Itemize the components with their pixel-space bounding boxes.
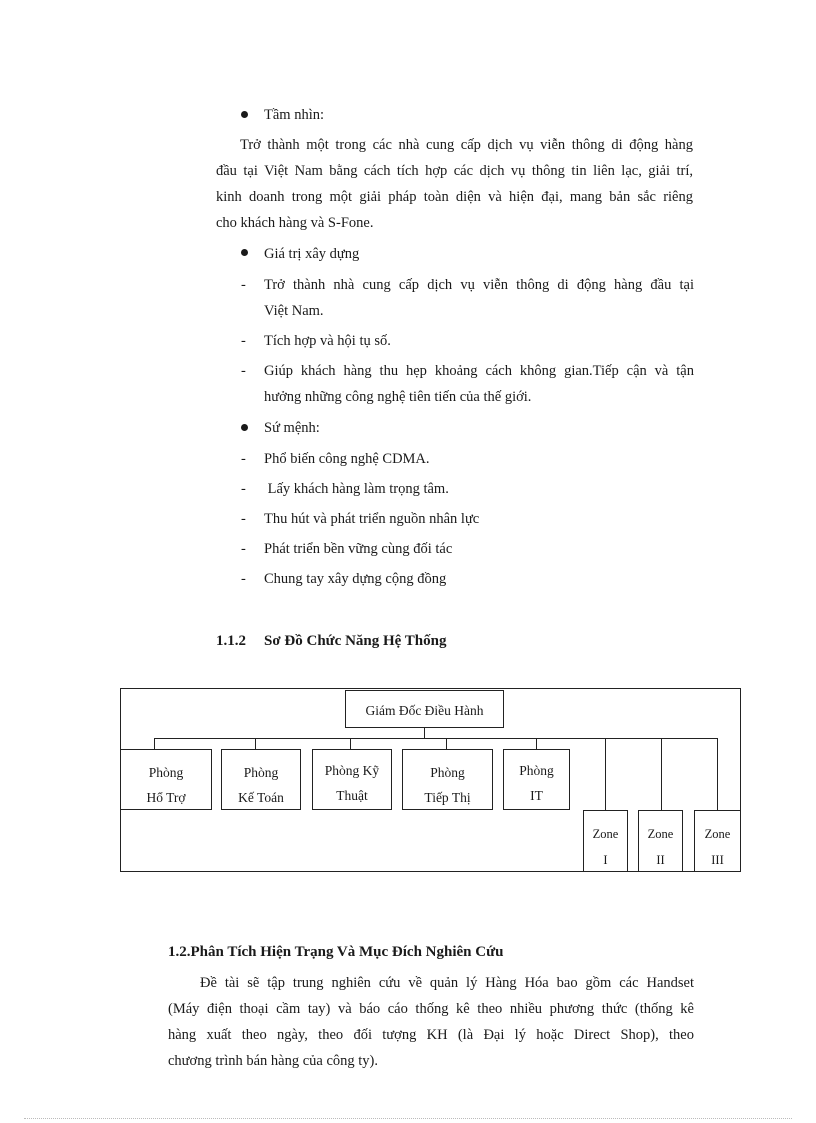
page-bottom-border — [24, 1118, 792, 1119]
section-title: 1.2.Phân Tích Hiện Trạng Và Mục Đích Nghiên Cứu — [168, 944, 504, 960]
mission-item: Thu hút và phát triển nguồn nhân lực — [264, 511, 480, 527]
section-title: Sơ Đồ Chức Năng Hệ Thống — [264, 633, 447, 649]
vision-line: Trở thành một trong các nhà cung cấp dịch vụ viễn thông di động hàng — [240, 137, 693, 153]
values-item-line: Giúp khách hàng thu hẹp khoảng cách không gian.Tiếp cận và tận — [264, 363, 694, 379]
org-zone-label: Zone — [647, 827, 674, 841]
mission-item: Chung tay xây dựng cộng đồng — [264, 571, 447, 587]
mission-item: Lấy khách hàng làm trọng tâm. — [264, 481, 449, 497]
org-department-box — [221, 749, 301, 810]
dash-marker: - — [241, 363, 246, 379]
mission-heading: Sứ mệnh: — [264, 420, 320, 436]
org-department-label: Phòng Kỹ — [324, 763, 380, 778]
dash-marker: - — [241, 541, 246, 557]
vision-line: kinh doanh trong một giải pháp toàn diện và hiện đại, mang bản sắc riêng — [216, 189, 693, 205]
org-department-box — [503, 749, 570, 810]
org-zone-label: II — [656, 853, 665, 867]
dash-marker: - — [241, 481, 246, 497]
org-zone-box — [694, 810, 741, 872]
section-line: chương trình bán hàng của công ty). — [168, 1053, 379, 1069]
org-department-box — [312, 749, 392, 810]
bullet-icon — [241, 424, 248, 431]
org-zone-label: Zone — [704, 827, 731, 841]
dash-marker: - — [241, 451, 246, 467]
section-paragraph — [168, 970, 694, 1074]
dash-marker: - — [241, 571, 246, 587]
vision-line: cho khách hàng và S-Fone. — [216, 215, 374, 231]
connector-line — [424, 728, 425, 738]
vision-line: đầu tại Việt Nam bằng cách tích hợp các dịch vụ thông tin liên lạc, giải trí, — [216, 163, 693, 179]
org-department-label: Phòng — [430, 765, 465, 780]
section-line: Đề tài sẽ tập trung nghiên cứu về quản lý Hàng Hóa bao gồm các Handset — [200, 975, 694, 991]
values-item — [264, 272, 694, 324]
values-heading: Giá trị xây dựng — [264, 246, 360, 262]
values-item: Tích hợp và hội tụ số. — [264, 333, 391, 349]
values-item-line: Trở thành nhà cung cấp dịch vụ viễn thông di động hàng đầu tại — [264, 277, 694, 293]
org-department-box — [402, 749, 493, 810]
connector-line — [605, 738, 606, 810]
org-department-label: Tiếp Thị — [424, 790, 471, 805]
org-zone-label: I — [603, 853, 608, 867]
mission-item: Phát triển bền vững cùng đối tác — [264, 541, 453, 557]
org-department-label: Kế Toán — [238, 790, 284, 805]
connector-line — [661, 738, 662, 810]
dash-marker: - — [241, 277, 246, 293]
org-department-box — [120, 749, 212, 810]
org-zone-label: III — [711, 853, 724, 867]
section-number: 1.1.2 — [216, 633, 246, 649]
org-department-label: Thuật — [336, 788, 368, 803]
vision-heading: Tầm nhìn: — [264, 107, 325, 123]
org-department-label: Phòng — [519, 763, 554, 778]
connector-line — [717, 738, 718, 810]
org-department-label: IT — [530, 788, 543, 803]
org-root-box — [345, 690, 504, 728]
org-department-label: Hổ Trợ — [146, 790, 186, 805]
mission-item: Phổ biến công nghệ CDMA. — [264, 451, 430, 467]
org-zone-box — [583, 810, 628, 872]
org-zone-box — [638, 810, 683, 872]
values-item-line: Việt Nam. — [264, 303, 324, 319]
connector-line — [154, 738, 718, 739]
dash-marker: - — [241, 333, 246, 349]
org-root-label: Giám Đốc Điều Hành — [365, 703, 484, 718]
dash-marker: - — [241, 511, 246, 527]
section-line: (Máy điện thoại cầm tay) và báo cáo thống kê theo nhiều phương thức (thống kê — [168, 1001, 694, 1017]
vision-paragraph — [216, 132, 693, 236]
org-zone-label: Zone — [592, 827, 619, 841]
section-line: hàng xuất theo ngày, theo đối tượng KH (là Đại lý hoặc Direct Shop), theo — [168, 1027, 694, 1043]
org-department-label: Phòng — [148, 765, 184, 780]
values-item — [264, 358, 694, 410]
bullet-icon — [241, 249, 248, 256]
org-department-label: Phòng — [243, 765, 279, 780]
bullet-icon — [241, 111, 248, 118]
values-item-line: hưởng những công nghệ tiên tiến của thế giới. — [264, 389, 532, 405]
